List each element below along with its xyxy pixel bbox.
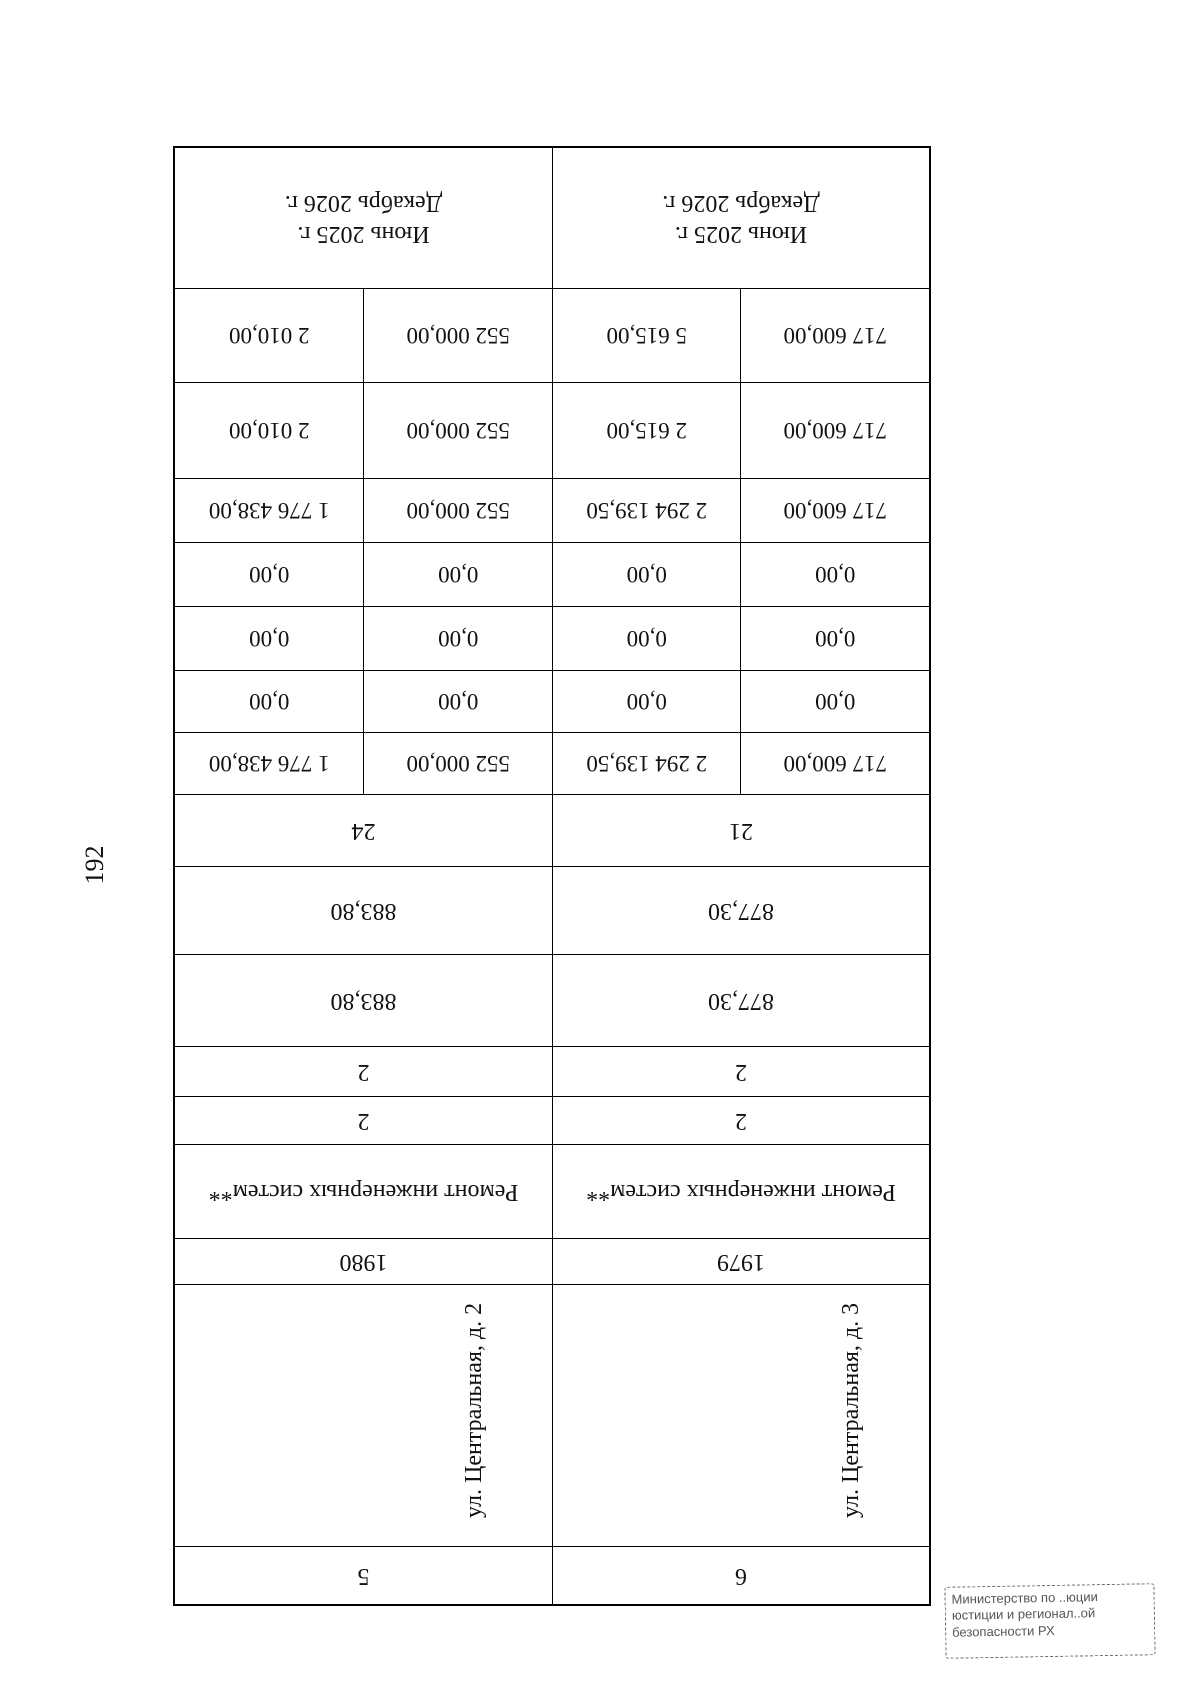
row-year [175, 1238, 929, 1284]
row-fund [175, 478, 929, 542]
cell-amount: 0,00 [249, 562, 290, 588]
period-start: Июнь 2025 г. [297, 221, 430, 248]
cell-amount: 2 294 139,50 [552, 733, 741, 794]
cell-amount: 552 000,00 [364, 383, 553, 478]
row-zero-2 [175, 606, 929, 670]
cell-area: 883,80 [330, 898, 397, 925]
cell-number: 6 [552, 1547, 929, 1604]
row-total [175, 732, 929, 794]
row-area-1 [175, 866, 929, 954]
cell-year: 1980 [339, 1249, 388, 1276]
cell-amount: 552 000,00 [364, 289, 553, 382]
row-col-b [175, 1096, 929, 1144]
cell-col-b: 2 [357, 1108, 370, 1135]
row-col-a [175, 1046, 929, 1096]
row-number [175, 1546, 929, 1604]
cell-amount: 1 776 438,00 [208, 751, 330, 777]
cell-amount: 2 615,00 [552, 383, 741, 478]
cell-amount: 2 294 139,50 [552, 479, 741, 542]
cell-col-b: 2 [552, 1097, 929, 1144]
row-zero-1 [175, 542, 929, 606]
cell-work-type: Ремонт инженерных систем** [552, 1145, 929, 1238]
cell-amount: 0,00 [552, 607, 741, 670]
row-zero-3 [175, 670, 929, 732]
cell-amount: 2 010,00 [229, 418, 310, 444]
cell-year: 1979 [552, 1239, 929, 1284]
cell-amount: 2 010,00 [229, 323, 310, 349]
work-schedule-table [173, 146, 931, 1606]
ministry-stamp [944, 1583, 1155, 1659]
cell-amount: 0,00 [552, 543, 741, 606]
page-number: 192 [80, 845, 109, 885]
cell-amount: 717 600,00 [741, 733, 930, 794]
cell-area: 883,80 [330, 988, 397, 1015]
address-text: ул. Центральная, д. 2 [460, 1302, 487, 1518]
cell-amount: 0,00 [364, 543, 553, 606]
cell-area: 877,30 [552, 867, 929, 954]
cell-col-a: 2 [357, 1059, 370, 1086]
cell-amount: 552 000,00 [364, 479, 553, 542]
cell-period [552, 148, 929, 288]
row-address [175, 1284, 929, 1546]
cell-amount: 552 000,00 [364, 733, 553, 794]
stamp-line: безопасности РХ [952, 1622, 1055, 1640]
row-work-type [175, 1144, 929, 1238]
cell-amount: 0,00 [249, 689, 290, 715]
row-residents [175, 794, 929, 866]
cell-address [552, 1285, 929, 1546]
cell-area: 877,30 [552, 955, 929, 1046]
period-end: Декабрь 2026 г. [284, 190, 443, 216]
period-start: Июнь 2025 г. [674, 221, 808, 248]
cell-address [175, 1285, 552, 1546]
cell-amount: 717 600,00 [741, 383, 930, 478]
row-limit-cost [175, 288, 929, 382]
cell-residents: 21 [552, 795, 929, 866]
cell-period [175, 148, 552, 288]
cell-amount: 5 615,00 [552, 289, 741, 382]
stamp-line: Министерство по ..юции [951, 1589, 1098, 1607]
cell-amount: 717 600,00 [741, 479, 930, 542]
cell-amount: 0,00 [741, 543, 930, 606]
period-end: Декабрь 2026 г. [662, 190, 820, 216]
cell-amount: 0,00 [249, 626, 290, 652]
stamp-line: юстиции и регионал..ой [951, 1605, 1096, 1623]
row-unit-cost [175, 382, 929, 478]
cell-work-type: Ремонт инженерных систем** [208, 1179, 519, 1206]
cell-amount: 0,00 [741, 607, 930, 670]
row-area-2 [175, 954, 929, 1046]
cell-amount: 0,00 [364, 671, 553, 732]
cell-number: 5 [357, 1563, 370, 1590]
cell-amount: 0,00 [552, 671, 741, 732]
cell-amount: 0,00 [364, 607, 553, 670]
cell-amount: 717 600,00 [741, 289, 930, 382]
cell-amount: 0,00 [741, 671, 930, 732]
cell-residents: 24 [351, 818, 376, 845]
address-text: ул. Центральная, д. 3 [837, 1302, 864, 1518]
cell-col-a: 2 [552, 1047, 929, 1096]
row-period [175, 148, 929, 288]
cell-amount: 1 776 438,00 [208, 498, 330, 524]
